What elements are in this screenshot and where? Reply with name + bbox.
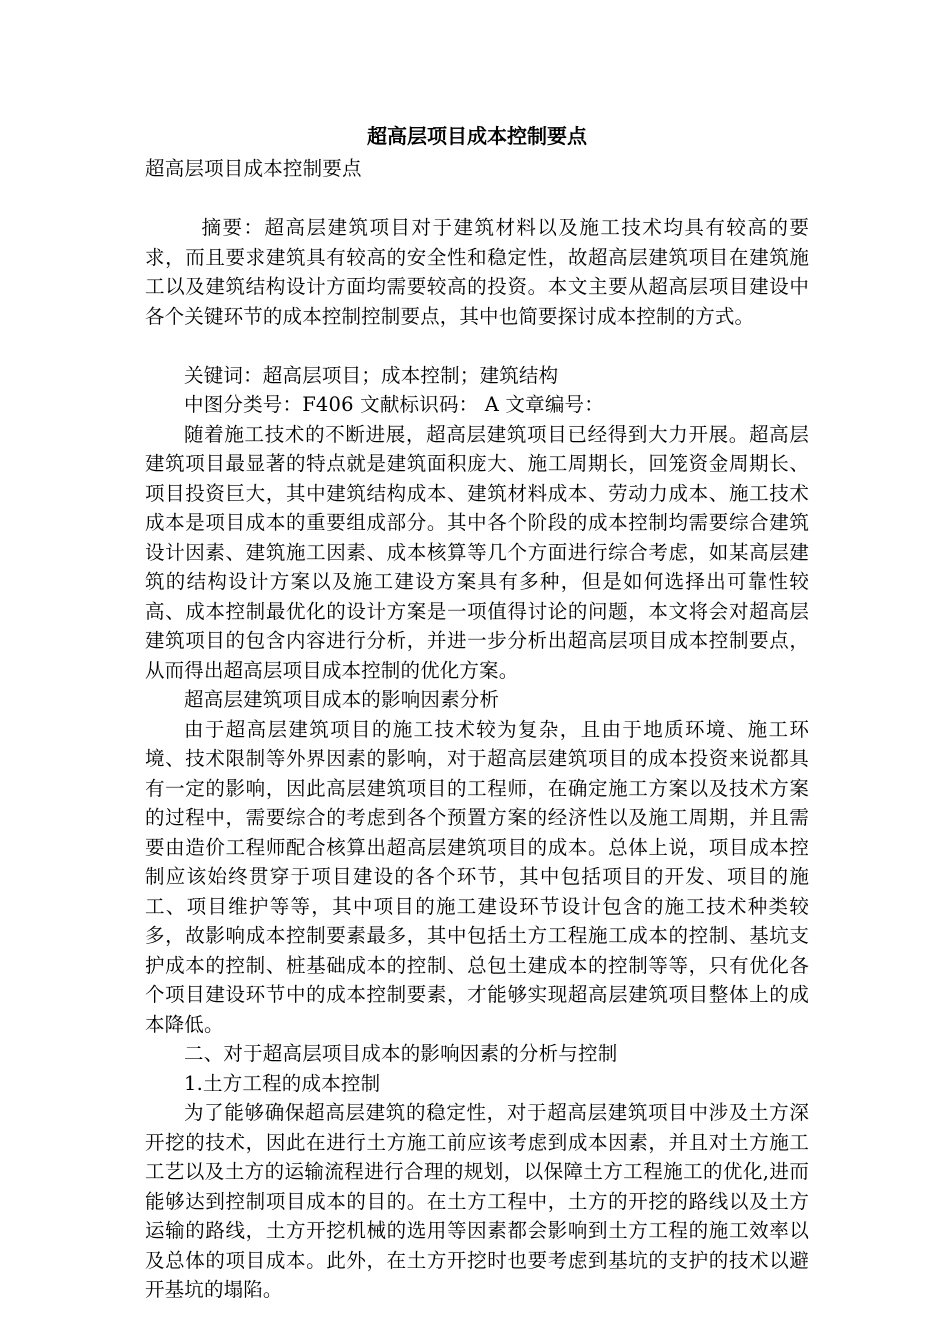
section-paragraph: 由于超高层建筑项目的施工技术较为复杂，且由于地质环境、施工环境、技术限制等外界因素的影响，对于超高层建筑项目的成本投资来说都具有一定的影响，因此高层建筑项目的工程师，在确定施工方案以及技术方案的过程中，需要综合的考虑到各个预置方案的经济性以及施工周期，并且需要由造价工程师配合核算出超高层建筑项目的成本。总体上说，项目成本控制应该始终贯穿于项目建设的各个环节，其中包括项目的开发、项目的施工、项目维护等等，其中项目的施工建设环节设计包含的施工技术种类较多，故影响成本控制要素最多，其中包括土方工程施工成本的控制、基坑支护成本的控制、桩基础成本的控制、总包土建成本的控制等等，只有优化各个项目建设环节中的成本控制要素，才能够实现超高层建筑项目整体上的成本降低。 — [145, 717, 809, 1036]
keywords-line: 关键词：超高层项目；成本控制；建筑结构 — [184, 363, 559, 387]
subsection-heading: 1.土方工程的成本控制 — [184, 1071, 381, 1095]
document-subtitle: 超高层项目成本控制要点 — [145, 157, 362, 180]
blank-line — [145, 331, 809, 361]
classification-line: 中图分类号：F406 文献标识码： A 文章编号： — [184, 393, 604, 416]
abstract-paragraph: 摘要：超高层建筑项目对于建筑材料以及施工技术均具有较高的要求，而且要求建筑具有较高的安全性和稳定性，故超高层建筑项目在建筑施工以及建筑结构设计方面均需要较高的投资。本文主要从超高层项目建设中各个关键环节的成本控制控制要点，其中也简要探讨成本控制的方式。 — [145, 216, 809, 328]
section-heading: 二、对于超高层项目成本的影响因素的分析与控制 — [184, 1042, 618, 1065]
subsection-paragraph: 为了能够确保超高层建筑的稳定性，对于超高层建筑项目中涉及土方深开挖的技术，因此在进行土方施工前应该考虑到成本因素，并且对土方施工工艺以及土方的运输流程进行合理的规划，以保障土方工程施工的优化,进而能够达到控制项目成本的目的。在土方工程中，土方的开挖的路线以及土方运输的路线，土方开挖机械的选用等因素都会影响到土方工程的施工效率以及总体的项目成本。此外，在土方开挖时也要考虑到基坑的支护的技术以避开基坑的塌陷。 — [145, 1101, 809, 1301]
intro-paragraph: 随着施工技术的不断进展，超高层建筑项目已经得到大力开展。超高层建筑项目最显著的特点就是建筑面积庞大、施工周期长，回笼资金周期长、项目投资巨大，其中建筑结构成本、建筑材料成本、劳动力成本、施工技术成本是项目成本的重要组成部分。其中各个阶段的成本控制均需要综合建筑设计因素、建筑施工因素、成本核算等几个方面进行综合考虑，如某高层建筑的结构设计方案以及施工建设方案具有多种，但是如何选择出可靠性较高、成本控制最优化的设计方案是一项值得讨论的问题，本文将会对超高层建筑项目的包含内容进行分析，并进一步分析出超高层项目成本控制要点，从而得出超高层项目成本控制的优化方案。 — [145, 422, 809, 682]
section-heading: 超高层建筑项目成本的影响因素分析 — [184, 688, 500, 711]
blank-line — [145, 184, 809, 214]
document-title: 超高层项目成本控制要点 — [367, 124, 587, 148]
document-page — [145, 118, 809, 1305]
